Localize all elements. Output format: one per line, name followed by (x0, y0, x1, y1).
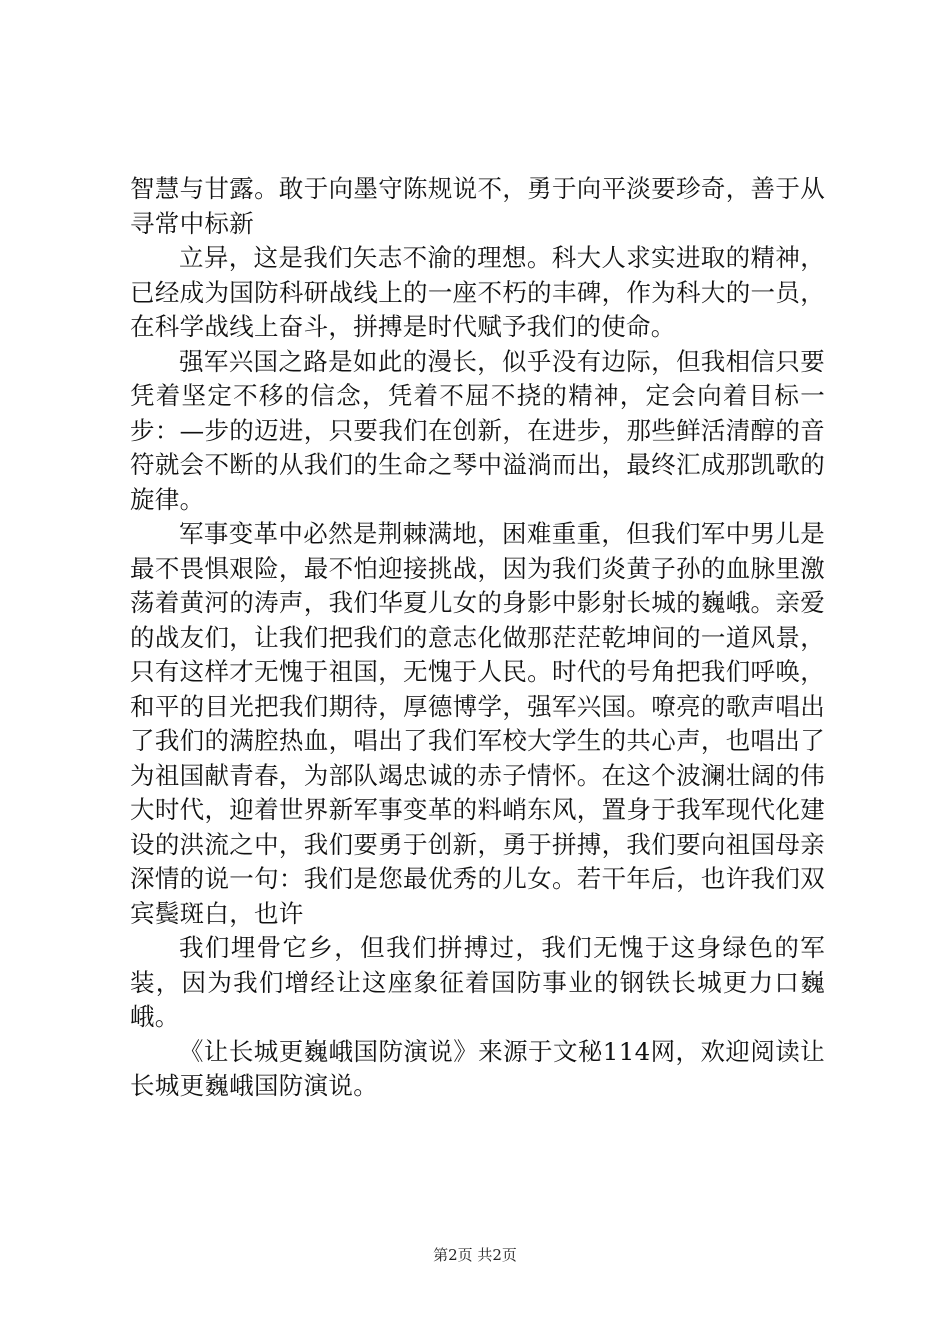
paragraph-4: 军事变革中必然是荆棘满地，困难重重，但我们军中男儿是最不畏惧艰险，最不怕迎接挑战，因为我们炎黄子孙的血脉里激荡着黄河的涛声，我们华夏儿女的身影中影射长城的巍峨。亲爱的战友们，让我们把我们的意志化做那茫茫乾坤间的一道风景，只有这样才无愧于祖国，无愧于人民。时代的号角把我们呼唤，和平的目光把我们期待，厚德博学，强军兴国。嘹亮的歌声唱出了我们的满腔热血，唱出了我们军校大学生的共心声，也唱出了为祖国献青春，为部队竭忠诚的赤子情怀。在这个波澜壮阔的伟大时代，迎着世界新军事变革的料峭东风，置身于我军现代化建设的洪流之中，我们要勇于创新，勇于拼搏，我们要向祖国母亲深情的说一句：我们是您最优秀的儿女。若干年后，也许我们双宾鬓斑白，也许 (130, 519, 825, 928)
paragraph-6: 《让长城更巍峨国防演说》来源于文秘114网，欢迎阅读让长城更巍峨国防演说。 (130, 1036, 825, 1100)
paragraph-3: 强军兴国之路是如此的漫长，似乎没有边际，但我相信只要凭着坚定不移的信念，凭着不屈不挠的精神，定会向着目标一步：—步的迈进，只要我们在创新，在进步，那些鲜活清醇的音符就会不断的从我们的生命之琴中溢淌而出，最终汇成那凯歌的旋律。 (130, 346, 825, 514)
paragraph-5: 我们埋骨它乡，但我们拼搏过，我们无愧于这身绿色的军装，因为我们增经让这座象征着国防事业的钢铁长城更力口巍峨。 (130, 933, 825, 1031)
paragraph-1: 智慧与甘露。敢于向墨守陈规说不，勇于向平淡要珍奇，善于从寻常中标新 (130, 174, 825, 238)
page-number-footer: 第2页 共2页 (433, 1246, 517, 1264)
document-body (130, 172, 825, 1104)
paragraph-2: 立异，这是我们矢志不渝的理想。科大人求实进取的精神，已经成为国防科研战线上的一座不朽的丰碑，作为科大的一员，在科学战线上奋斗，拼搏是时代赋予我们的使命。 (130, 243, 825, 341)
